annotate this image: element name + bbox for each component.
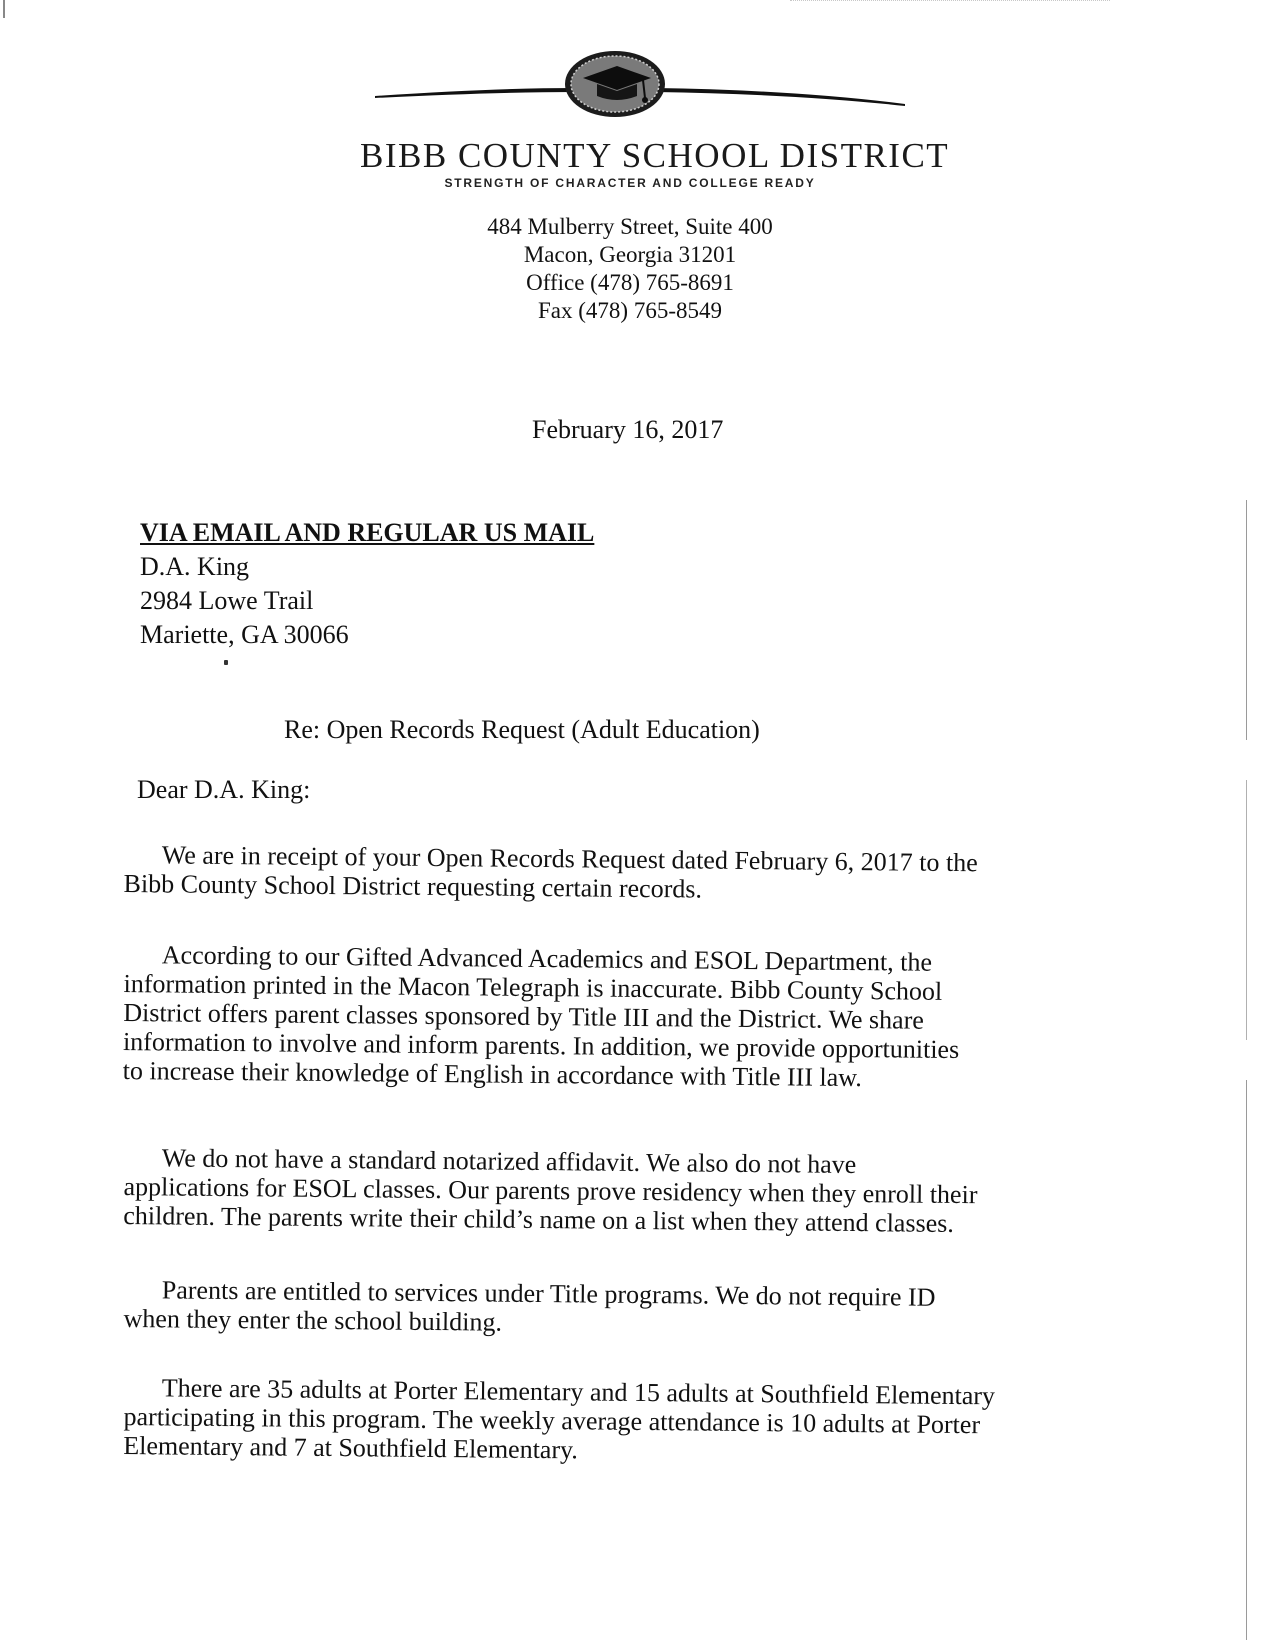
address-city: Macon, Georgia 31201 [523, 242, 737, 267]
body-paragraph [123, 1275, 1084, 1342]
district-name: BIBB COUNTY SCHOOL DISTRICT [360, 136, 950, 175]
scan-edge-mark [3, 0, 5, 18]
paragraph-line: Bibb County School District requesting certain records. [123, 868, 703, 904]
scan-edge-line [1246, 780, 1247, 1040]
graduation-cap-icon [375, 48, 905, 128]
scan-edge-line [1246, 1080, 1247, 1640]
subject-line: Re: Open Records Request (Adult Education) [284, 715, 760, 744]
district-logo [375, 48, 905, 128]
fax-number: Fax (478) 765-8549 [538, 298, 722, 323]
recipient-name: D.A. King [140, 552, 250, 581]
letter-date: February 16, 2017 [532, 415, 724, 444]
paragraph-line: applications for ESOL classes. Our parents prove residency when they enroll their [123, 1171, 978, 1210]
paragraph-line: Elementary and 7 at Southfield Elementary. [123, 1430, 579, 1465]
salutation: Dear D.A. King: [137, 775, 311, 804]
paragraph-line: participating in this program. The weekly average attendance is 10 adults at Porter [123, 1401, 981, 1440]
paragraph-line: We do not have a standard notarized affidavit. We also do not have [161, 1143, 857, 1180]
recipient-city: Mariette, GA 30066 [140, 620, 349, 649]
recipient-address [140, 550, 349, 652]
body-paragraph [123, 840, 1084, 907]
paragraph-line: According to our Gifted Advanced Academics and ESOL Department, the [161, 940, 933, 977]
paragraph-line: Parents are entitled to services under Title programs. We do not require ID [161, 1275, 936, 1312]
paragraph-line: information printed in the Macon Telegraph is inaccurate. Bibb County School [123, 968, 943, 1006]
paragraph-line: District offers parent classes sponsored by Title III and the District. We share [123, 997, 925, 1035]
paragraph-line: We are in receipt of your Open Records Request dated February 6, 2017 to the [161, 840, 978, 878]
body-paragraph [123, 1373, 1084, 1469]
address-street: 484 Mulberry Street, Suite 400 [487, 214, 773, 239]
scan-edge-line [1246, 500, 1247, 740]
scan-speck [224, 660, 228, 665]
paragraph-line: There are 35 adults at Porter Elementary and 15 adults at Southfield Elementary [161, 1373, 996, 1411]
paragraph-line: when they enter the school building. [123, 1303, 503, 1337]
office-phone: Office (478) 765-8691 [526, 270, 734, 295]
recipient-street: 2984 Lowe Trail [140, 586, 314, 615]
delivery-method: VIA EMAIL AND REGULAR US MAIL [140, 518, 595, 547]
scan-top-artifact [790, 0, 1110, 3]
district-address-block [420, 213, 840, 325]
district-motto: STRENGTH OF CHARACTER AND COLLEGE READY [444, 176, 816, 190]
paragraph-line: children. The parents write their child’s name on a list when they attend classes. [123, 1200, 954, 1238]
body-paragraph [123, 1143, 1084, 1239]
paragraph-line: to increase their knowledge of English in accordance with Title III law. [122, 1055, 862, 1093]
body-paragraph [123, 940, 1084, 1094]
paragraph-line: information to involve and inform parents. In addition, we provide opportunities [122, 1026, 960, 1065]
